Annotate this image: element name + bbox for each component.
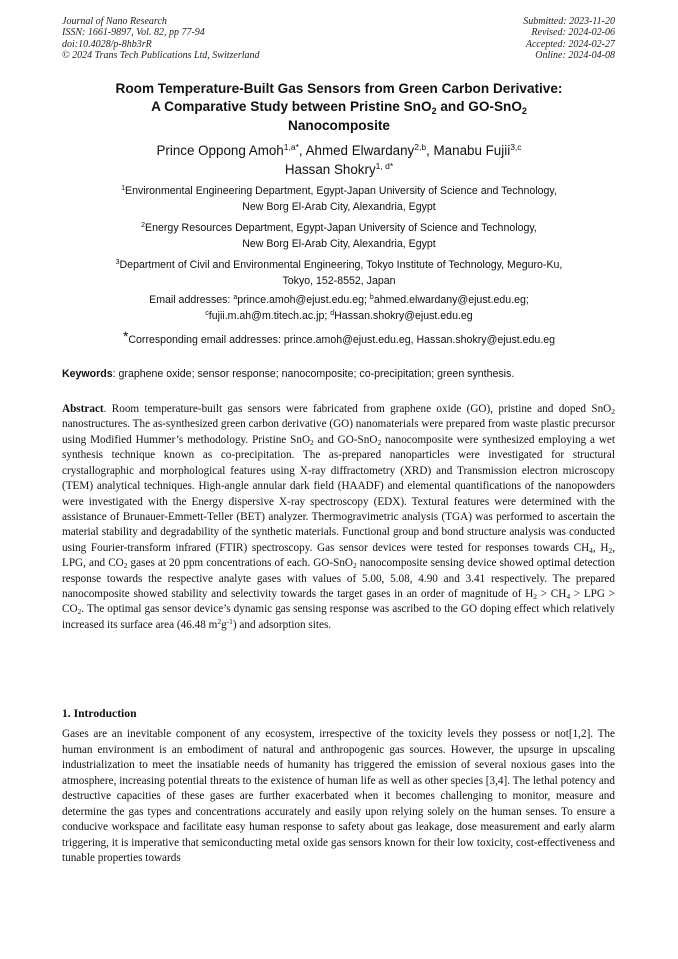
abstract-label: Abstract: [62, 403, 104, 415]
subscript: 2: [77, 607, 82, 617]
subscript: 2: [353, 561, 357, 571]
keywords-label: Keywords: [62, 368, 113, 380]
affiliation-mark: 3: [115, 259, 120, 266]
abstract-text: nanocomposite sensing device showed optimal detection response towards the respective analyte gases with values of 5.00, 5.08, 4.90 and 3.41 respectively. The prepared nanocomposite showed stability and selectivity towards the target gases in an order of magnitude of H: [62, 557, 615, 601]
affiliation-1: [62, 184, 616, 216]
affiliation-line: [62, 184, 616, 200]
date-online: Online: 2024-04-08: [535, 50, 615, 62]
abstract-text: . The optimal gas sensor device’s dynamic gas sensing response was ascribed to the GO doping effect which relatively increased its surface area (46.48 m: [62, 603, 615, 631]
email-addresses: [62, 293, 616, 326]
abstract-text: ) and adsorption sites.: [232, 618, 332, 631]
affiliation-line: [62, 221, 616, 237]
abstract-text: > LPG > CO: [62, 588, 615, 616]
affiliation-text: Energy Resources Department, Egypt-Japan University of Science and Technology,: [145, 222, 537, 234]
introduction-heading: 1. Introduction: [62, 707, 137, 720]
publication-dates: [523, 16, 615, 62]
paper-title: [50, 80, 628, 135]
affiliation-2: [62, 221, 616, 253]
title-line-1: Room Temperature-Built Gas Sensors from Green Carbon Derivative:: [115, 81, 563, 96]
email-address: fujii.m.ah@m.titech.ac.jp;: [208, 310, 331, 323]
email-line: [62, 309, 616, 325]
corresponding-text: Corresponding email addresses: prince.amoh@ejust.edu.eg, Hassan.shokry@ejust.edu.eg: [128, 334, 556, 346]
title-subscript: 2: [521, 105, 527, 116]
date-revised: Revised: 2024-02-06: [531, 27, 615, 39]
abstract-text: gases at 20 ppm concentrations of each. GO-SnO: [127, 557, 353, 570]
corresponding-email: [62, 328, 616, 348]
introduction-text: Gases are an inevitable component of any ecosystem, irrespective of the toxicity levels they possess or not[1,2]. The human environment is an embodiment of natural and anthropogenic gas sources. However, the upsurge in upscaling industrialization to meet the insatiable needs of humanity has triggered the emission of several noxious gases into the atmosphere, increasing potential threats to the existence of human life as well as other species [3,4]. The lethal potency and destructive capacities of these gases are further exacerbated when it becomes challenging to monitor, measure and determine the gas types and concentrations accurately and easily upon relying solely on the human senses. To ensure a conducive workspace and facilitate easy human response to safety about gas leakage, dose measurement and early alarm triggering, it is imperative that semiconducting metal oxide gas sensors known for their low toxicity, cost-effectiveness and tunable properties towards: [62, 728, 615, 864]
subscript: 2: [123, 561, 128, 571]
affiliation-line: New Borg El-Arab City, Alexandria, Egypt: [242, 238, 436, 251]
affiliation-line: [62, 258, 616, 274]
abstract-text: g: [221, 618, 227, 631]
abstract: [62, 402, 615, 633]
date-accepted: Accepted: 2024-02-27: [525, 38, 615, 50]
journal-name: Journal of Nano Research: [62, 16, 167, 27]
keywords: [62, 367, 622, 381]
email-line: [62, 293, 616, 309]
subscript: 2: [533, 592, 538, 602]
author-affil-mark: 2,b: [414, 142, 427, 152]
abstract-text: nanocomposite were synthesized employing a wet synthesis technique known as co-precipitation. The as-prepared nanoparticles were investigated for structural crystallographic and morphological features using X-ray diffractometry (XRD) and Transmission electron microscopy (TEM) analytical techniques. High-angle annular dark field (HAADF) and elemental quantifications of the nanopowders were investigated with the Energy dispersive X-ray spectroscopy (EDX). Textural features were determined with the assistance of Brunauer-Emmett-Teller (BET) analyzer. Thermogravimetric analysis (TGA) was performed to ascertain the material stability and degradability of the synthetic materials. Functional group and bond structure analysis was conducted using Fourier-transform infrared (FTIR) spectroscopy. Gas sensor devices were tested for responses towards CH: [62, 433, 615, 554]
title-text: A Comparative Study between Pristine SnO: [151, 98, 432, 114]
keywords-text: : graphene oxide; sensor response; nanocomposite; co-precipitation; green synthesis.: [112, 368, 515, 380]
affiliation-text: Department of Civil and Environmental Engineering, Tokyo Institute of Technology, Meguro-Ku,: [119, 259, 563, 271]
title-text: and GO-SnO: [436, 98, 522, 114]
affiliation-3: [62, 258, 616, 290]
superscript: -1: [226, 616, 233, 626]
email-mark: c: [205, 310, 209, 318]
author-affil-mark: 1, d*: [375, 161, 394, 171]
journal-doi: doi:10.4028/p-8hb3rR: [62, 38, 152, 50]
affiliation-line: Tokyo, 152-8552, Japan: [282, 275, 396, 288]
email-address: Hassan.shokry@ejust.edu.eg: [334, 310, 473, 323]
author-line-2: [50, 161, 628, 180]
affiliation-mark: 2: [141, 222, 146, 229]
author-affil-mark: 1,a*: [283, 142, 299, 152]
date-submitted: Submitted: 2023-11-20: [523, 16, 615, 27]
subscript: 2: [608, 545, 613, 555]
abstract-text: . Room temperature-built gas sensors were fabricated from graphene oxide (GO), pristine and doped SnO: [103, 403, 612, 415]
journal-copyright: © 2024 Trans Tech Publications Ltd, Switzerland: [62, 50, 260, 62]
superscript: 2: [217, 616, 222, 626]
journal-issn: ISSN: 1661-9897, Vol. 82, pp 77-94: [62, 27, 205, 39]
abstract-text: and GO-SnO: [313, 433, 378, 446]
author-name: Hassan Shokry: [284, 162, 376, 177]
title-subscript: 2: [431, 105, 437, 116]
abstract-text: , LPG, and CO: [62, 541, 615, 570]
author-affil-mark: 3,c: [510, 142, 522, 152]
subscript: 2: [377, 437, 382, 447]
subscript: 2: [611, 407, 615, 416]
corresponding-line: [62, 328, 616, 348]
subscript: 4: [589, 545, 593, 555]
author-name: , Manabu Fujii: [426, 143, 511, 158]
author-list: [50, 142, 628, 180]
email-address: ahmed.elwardany@ejust.edu.eg;: [373, 294, 529, 306]
abstract-text: nanostructures. The as-synthesized green carbon derivative (GO) nanomaterials were prepared from waste plastic precursor using Modified Hummer’s methodology. Pristine SnO: [62, 418, 615, 446]
author-name: Prince Oppong Amoh: [156, 143, 284, 158]
subscript: 2: [310, 437, 314, 447]
email-mark: a: [233, 294, 238, 301]
affiliation-mark: 1: [121, 185, 126, 192]
email-label: Email addresses:: [149, 294, 234, 306]
affiliation-line: New Borg El-Arab City, Alexandria, Egypt: [242, 201, 436, 214]
author-line-1: [50, 142, 628, 161]
email-mark: d: [330, 310, 335, 318]
abstract-text: > CH: [537, 588, 567, 601]
title-line-2: [50, 98, 628, 118]
abstract-text: , H: [592, 541, 609, 554]
journal-info: [62, 16, 260, 62]
subscript: 4: [566, 592, 571, 602]
email-address: prince.amoh@ejust.edu.eg;: [237, 294, 370, 306]
asterisk-mark: *: [122, 328, 129, 344]
author-name: , Ahmed Elwardany: [298, 143, 415, 158]
affiliation-text: Environmental Engineering Department, Egypt-Japan University of Science and Technology,: [125, 185, 557, 197]
title-line-3: Nanocomposite: [288, 118, 390, 133]
email-mark: b: [369, 294, 374, 301]
